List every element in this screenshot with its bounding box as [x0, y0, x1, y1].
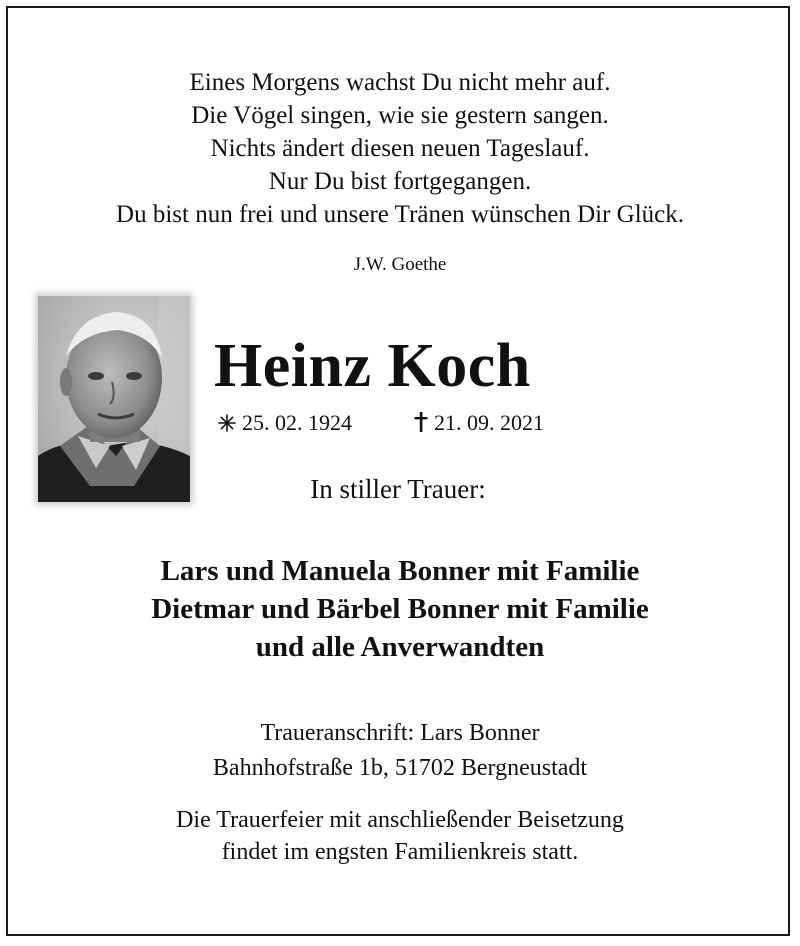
address-line: Bahnhofstraße 1b, 51702 Bergneustadt [212, 755, 588, 781]
death-date: 21. 09. 2021 [434, 410, 544, 435]
address-line: Traueranschrift: Lars Bonner [260, 720, 540, 746]
family-line: und alle Anverwandten [255, 631, 545, 663]
poem-author: J.W. Goethe [353, 254, 447, 275]
poem-line: Nichts ändert diesen neuen Tageslauf. [210, 135, 590, 162]
asterisk-birth-icon [218, 414, 236, 432]
ceremony-notice [0, 804, 800, 868]
poem [0, 66, 800, 231]
deceased-name: Heinz Koch [214, 332, 531, 400]
ceremony-line: Die Trauerfeier mit anschließender Beisetzung [176, 807, 624, 833]
mourning-address [0, 716, 800, 786]
family-list [0, 552, 800, 666]
poem-line: Die Vögel singen, wie sie gestern sangen. [191, 102, 609, 129]
poem-line: Du bist nun frei und unsere Tränen wünschen Dir Glück. [116, 201, 684, 228]
poem-line: Nur Du bist fortgegangen. [268, 168, 532, 195]
birth-date: 25. 02. 1924 [242, 410, 352, 435]
poem-line: Eines Morgens wachst Du nicht mehr auf. [189, 69, 611, 96]
death-date-group [414, 410, 544, 436]
birth-date-group [218, 410, 352, 436]
cross-death-icon [414, 412, 428, 432]
family-line: Dietmar und Bärbel Bonner mit Familie [151, 593, 649, 625]
portrait-photo [38, 296, 190, 502]
mourning-heading: In stiller Trauer: [310, 474, 486, 504]
family-line: Lars und Manuela Bonner mit Familie [160, 555, 640, 587]
ceremony-line: findet im engsten Familienkreis statt. [221, 839, 579, 865]
